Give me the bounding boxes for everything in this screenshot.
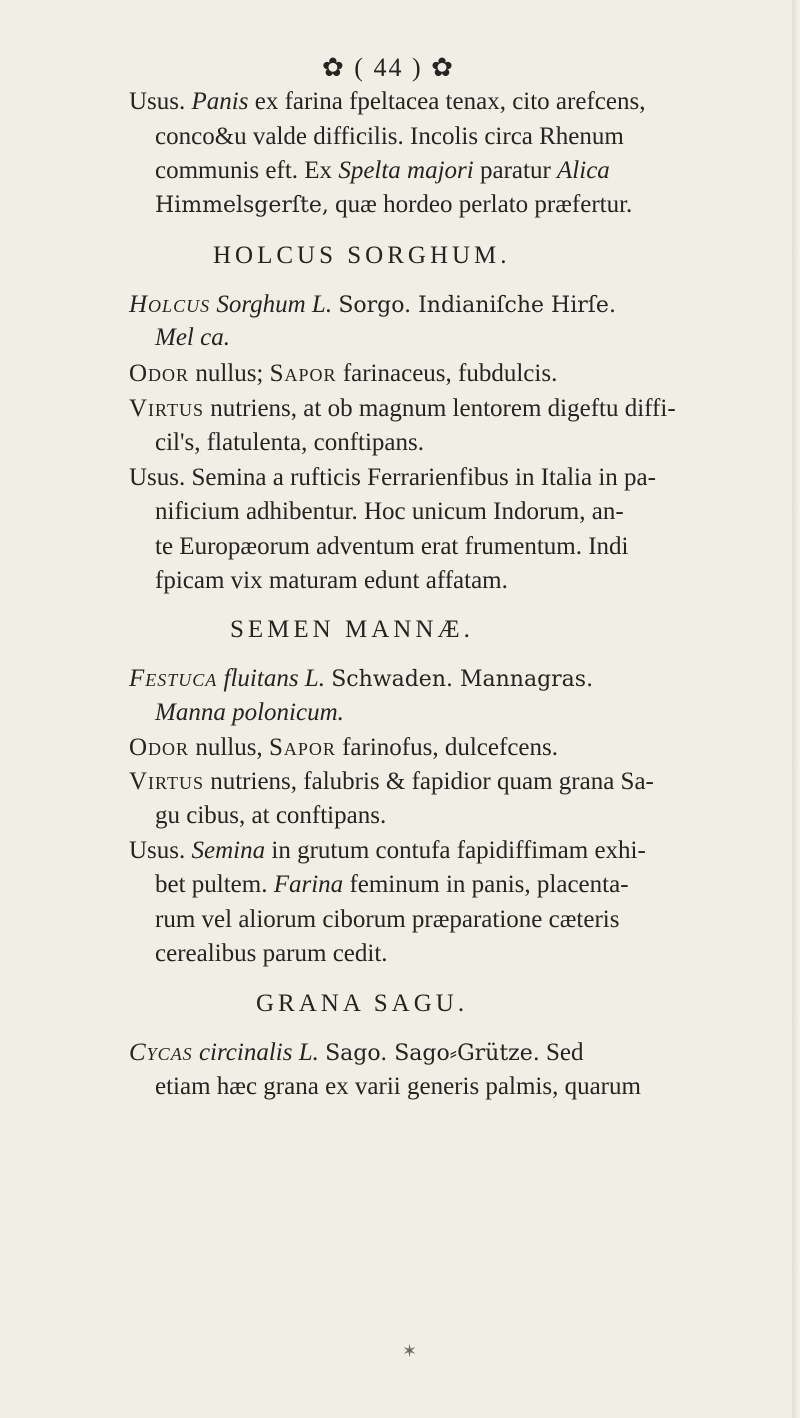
- farina-term: Farina: [273, 871, 344, 898]
- spelta-term: Spelta majori: [338, 157, 474, 184]
- virtus-text: nutriens, at ob magnum lentorem digeftu diffi-: [210, 395, 676, 422]
- section-heading-holcus: HOLCUS SORGHUM.: [213, 242, 511, 269]
- sagu-text: Sed: [546, 1039, 584, 1066]
- manna-odor-line: [129, 732, 558, 764]
- virtus-label: Virtus: [129, 768, 204, 795]
- panis-text: ex farina fpeltacea tenax, cito arefcens,: [254, 88, 646, 115]
- usus-text: in grutum contufa fapidiffimam exhi-: [271, 837, 646, 864]
- usus-label: Usus.: [129, 464, 186, 491]
- german-name: Schwaden. Mannagras.: [331, 667, 594, 692]
- panis-text-c: quæ hordeo perlato præfertur.: [335, 191, 633, 218]
- holcus-odor-line: [129, 358, 557, 390]
- sapor-text: farinofus, dulcefcens.: [342, 734, 558, 761]
- manna-usus-line-4: cerealibus parum cedit.: [155, 940, 388, 967]
- panis-word: Panis: [191, 88, 249, 115]
- species-name: Sorghum L.: [216, 291, 333, 318]
- usus-label: Usus.: [129, 88, 186, 115]
- usus-text-b: feminum in panis, placenta-: [349, 871, 629, 898]
- panis-text-b: paratur: [479, 157, 551, 184]
- section-heading-sagu: GRANA SAGU.: [256, 990, 469, 1017]
- virtus-label: Virtus: [129, 395, 204, 422]
- manna-usus-line-2: [155, 869, 629, 901]
- panis-line-1: [129, 86, 645, 118]
- holcus-alt-name: Mel ca.: [155, 324, 230, 351]
- manna-usus-line-3: rum vel aliorum ciborum præparatione cæteris: [155, 906, 620, 933]
- genus-name: Festuca: [129, 665, 218, 692]
- usus-text-a: bet pultem.: [155, 871, 268, 898]
- holcus-usus-line-2: nificium adhibentur. Hoc unicum Indorum, an-: [155, 498, 624, 525]
- species-name: circinalis L.: [198, 1039, 319, 1066]
- manna-virtus-line-1: [129, 766, 654, 798]
- genus-name: Cycas: [129, 1039, 193, 1066]
- panis-line-3: [155, 155, 610, 187]
- usus-label: Usus.: [129, 837, 186, 864]
- panis-line-4: [155, 189, 632, 222]
- sapor-text: farinaceus, fubdulcis.: [342, 360, 558, 387]
- holcus-usus-line-4: fpicam vix maturam edunt affatam.: [155, 567, 508, 594]
- holcus-name-line: [129, 289, 616, 322]
- sapor-label: Sapor: [269, 360, 337, 387]
- page-edge: [792, 0, 800, 1418]
- odor-label: Odor: [129, 360, 190, 387]
- semina-term: Semina: [191, 837, 266, 864]
- german-name: Sago. Sago⸗Grütze.: [325, 1041, 540, 1066]
- odor-label: Odor: [129, 734, 190, 761]
- holcus-virtus-line-1: [129, 393, 676, 425]
- page-header: ✿ ( 44 ) ✿: [322, 53, 455, 82]
- sagu-line-2: etiam hæc grana ex varii generis palmis, quarum: [155, 1073, 641, 1100]
- german-name: Himmelsgerſte,: [155, 193, 329, 218]
- genus-name: Holcus: [129, 291, 211, 318]
- sapor-label: Sapor: [268, 734, 336, 761]
- odor-text: nullus;: [195, 360, 264, 387]
- manna-virtus-line-2: gu cibus, at conftipans.: [155, 802, 387, 829]
- ink-mark-icon: ✶: [402, 1341, 418, 1362]
- usus-text: Semina a rufticis Ferrarienfibus in Italia in pa-: [191, 464, 656, 491]
- panis-line-2: conco&u valde difficilis. Incolis circa Rhenum: [155, 123, 624, 150]
- holcus-usus-line-1: [129, 462, 656, 494]
- manna-name-line: [129, 663, 593, 696]
- species-name: fluitans L.: [223, 665, 325, 692]
- holcus-virtus-line-2: cil's, flatulenta, conftipans.: [155, 429, 425, 456]
- holcus-usus-line-3: te Europæorum adventum erat frumentum. Indi: [155, 533, 629, 560]
- manna-alt-name: Manna polonicum.: [155, 699, 344, 726]
- section-heading-manna: SEMEN MANNÆ.: [230, 616, 474, 643]
- alica-term: Alica: [557, 157, 610, 184]
- sagu-name-line: [129, 1037, 584, 1070]
- manna-usus-line-1: [129, 835, 646, 867]
- german-name: Sorgo. Indianiſche Hirſe.: [338, 293, 616, 318]
- odor-text: nullus,: [195, 734, 263, 761]
- panis-text-a: communis eft. Ex: [155, 157, 333, 184]
- virtus-text: nutriens, falubris & fapidior quam grana Sa-: [210, 768, 654, 795]
